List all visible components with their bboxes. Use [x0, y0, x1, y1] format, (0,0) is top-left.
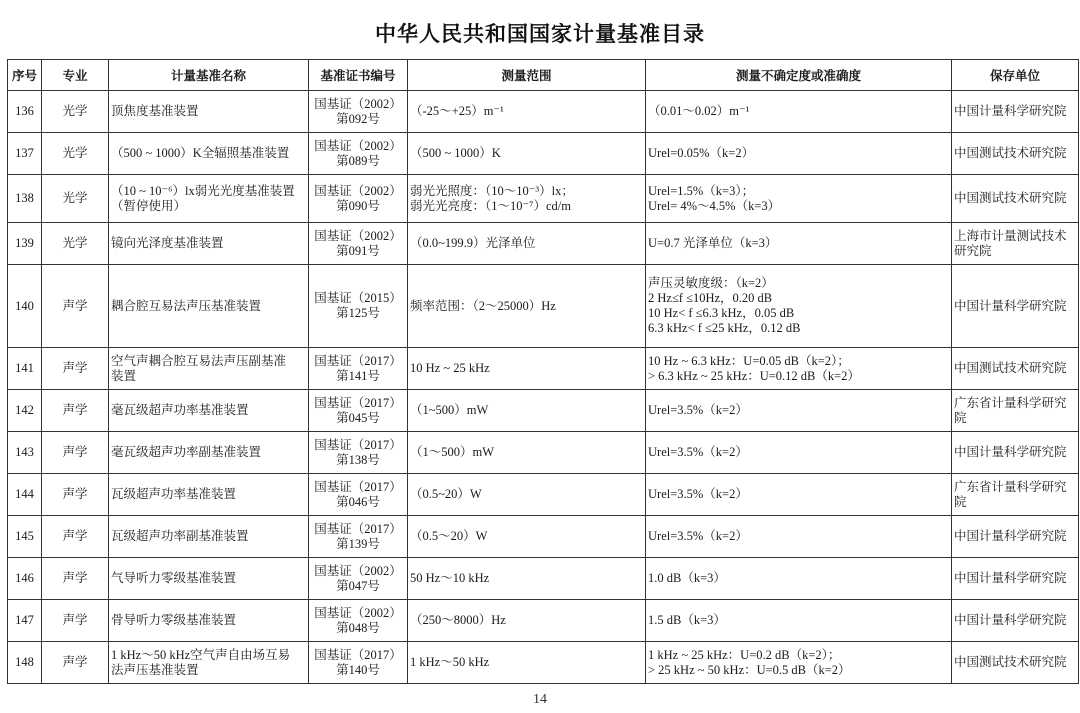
- cell-range: [408, 600, 646, 642]
- cell-uncertainty: [646, 348, 952, 390]
- cell-cert-line: 第047号: [336, 578, 380, 593]
- cell-range: [408, 265, 646, 348]
- cell-cert-line: 第140号: [336, 662, 380, 677]
- cell-range-line: （-25～+25）m⁻¹: [410, 104, 504, 118]
- cell-cert: [309, 348, 408, 390]
- cell-major: 光学: [42, 133, 109, 175]
- cell-cert-line: 国基证（2017）: [314, 647, 402, 662]
- cell-range: [408, 558, 646, 600]
- cell-cert-line: 国基证（2017）: [314, 479, 402, 494]
- cell-name: [109, 432, 309, 474]
- cell-cert-line: 第048号: [336, 620, 380, 635]
- cell-uncertainty-line: 1 kHz ~ 25 kHz：U=0.2 dB（k=2）；: [648, 647, 841, 662]
- cell-name: [109, 223, 309, 265]
- cell-name-line: 1 kHz～50 kHz空气声自由场互易: [111, 647, 291, 662]
- header-cert: 基准证书编号: [309, 60, 408, 91]
- cell-range-line: （0.5~20）W: [410, 487, 482, 501]
- cell-unit-line: 中国计量科学研究院: [954, 104, 1067, 118]
- cell-unit: [952, 516, 1079, 558]
- cell-name: [109, 348, 309, 390]
- cell-uncertainty-line: Urel= 4%～4.5%（k=3）: [648, 198, 781, 213]
- cell-name: [109, 175, 309, 223]
- cell-range: [408, 432, 646, 474]
- cell-uncertainty-line: Urel=1.5%（k=3）；: [648, 183, 755, 198]
- cell-name: [109, 133, 309, 175]
- table-row: [8, 474, 1079, 516]
- cell-range: [408, 390, 646, 432]
- cell-name: [109, 390, 309, 432]
- cell-uncertainty: [646, 223, 952, 265]
- table-row: [8, 642, 1079, 684]
- table-row: [8, 265, 1079, 348]
- cell-unit-line: 中国计量科学研究院: [954, 298, 1067, 313]
- cell-uncertainty-line: Urel=3.5%（k=2）: [648, 529, 748, 543]
- cell-range: [408, 133, 646, 175]
- cell-major: 声学: [42, 600, 109, 642]
- cell-cert: [309, 600, 408, 642]
- cell-unit: [952, 642, 1079, 684]
- cell-unit: [952, 474, 1079, 516]
- cell-seq: 138: [8, 175, 42, 223]
- table-body: [8, 91, 1079, 684]
- cell-seq: 142: [8, 390, 42, 432]
- cell-unit-line: 中国计量科学研究院: [954, 571, 1067, 585]
- cell-name-line: （10 ~ 10⁻⁶）lx弱光光度基准装置: [111, 183, 295, 198]
- cell-cert: [309, 265, 408, 348]
- cell-range-line: （0.0~199.9）光泽单位: [410, 236, 536, 250]
- table-row: [8, 600, 1079, 642]
- cell-cert: [309, 516, 408, 558]
- cell-range: [408, 348, 646, 390]
- cell-unit: [952, 558, 1079, 600]
- cell-unit: [952, 600, 1079, 642]
- cell-name: [109, 600, 309, 642]
- cell-range: [408, 516, 646, 558]
- cell-cert: [309, 390, 408, 432]
- cell-seq: 144: [8, 474, 42, 516]
- cell-range-line: 1 kHz～50 kHz: [410, 655, 490, 669]
- cell-uncertainty-line: 2 Hz≤f ≤10Hz，0.20 dB: [648, 291, 773, 305]
- table-row: [8, 432, 1079, 474]
- cell-cert-line: 第091号: [336, 243, 380, 258]
- cell-range: [408, 223, 646, 265]
- cell-cert-line: 国基证（2002）: [314, 138, 402, 153]
- cell-range-line: 10 Hz ~ 25 kHz: [410, 361, 490, 375]
- cell-seq: 147: [8, 600, 42, 642]
- cell-uncertainty: [646, 390, 952, 432]
- cell-unit: [952, 265, 1079, 348]
- cell-cert-line: 国基证（2017）: [314, 437, 402, 452]
- cell-unit-line: 中国计量科学研究院: [954, 529, 1067, 543]
- table-row: [8, 390, 1079, 432]
- cell-uncertainty-line: U=0.7 光泽单位（k=3）: [648, 236, 778, 250]
- standards-table: [7, 59, 1079, 684]
- cell-uncertainty-line: （0.01～0.02）m⁻¹: [648, 104, 750, 118]
- cell-cert-line: 第092号: [336, 111, 380, 126]
- cell-cert-line: 第138号: [336, 452, 380, 467]
- cell-seq: 139: [8, 223, 42, 265]
- cell-major: 声学: [42, 558, 109, 600]
- cell-seq: 136: [8, 91, 42, 133]
- cell-unit-line: 中国测试技术研究院: [954, 191, 1067, 205]
- cell-cert: [309, 642, 408, 684]
- cell-cert-line: 国基证（2002）: [314, 96, 402, 111]
- cell-uncertainty-line: > 25 kHz ~ 50 kHz：U=0.5 dB（k=2）: [648, 662, 851, 677]
- cell-name-line: 镜向光泽度基准装置: [111, 236, 224, 250]
- cell-name: [109, 91, 309, 133]
- cell-unit-line: 中国测试技术研究院: [954, 146, 1067, 160]
- cell-name-line: （500 ~ 1000）K全辐照基准装置: [111, 146, 290, 160]
- table-row: [8, 175, 1079, 223]
- cell-major: 声学: [42, 516, 109, 558]
- cell-seq: 145: [8, 516, 42, 558]
- cell-name-line: 顶焦度基准装置: [111, 104, 199, 118]
- cell-seq: 137: [8, 133, 42, 175]
- cell-range-line: 50 Hz～10 kHz: [410, 571, 490, 585]
- page-number: 14: [533, 692, 547, 707]
- cell-uncertainty-line: 10 Hz ~ 6.3 kHz：U=0.05 dB（k=2）；: [648, 353, 850, 368]
- cell-uncertainty: [646, 558, 952, 600]
- cell-name-line: 法声压基准装置: [111, 662, 199, 677]
- cell-uncertainty-line: Urel=0.05%（k=2）: [648, 146, 755, 160]
- header-uncertainty: 测量不确定度或准确度: [646, 60, 952, 91]
- cell-unit: [952, 175, 1079, 223]
- cell-unit-line: 中国测试技术研究院: [954, 361, 1067, 375]
- cell-range-line: （1～500）mW: [410, 445, 495, 459]
- cell-name-line: 瓦级超声功率基准装置: [111, 487, 237, 501]
- cell-uncertainty-line: Urel=3.5%（k=2）: [648, 487, 748, 501]
- cell-name-line: 空气声耦合腔互易法声压副基准: [111, 353, 287, 368]
- cell-cert-line: 国基证（2017）: [314, 521, 402, 536]
- cell-uncertainty-line: 声压灵敏度级：（k=2）: [648, 276, 774, 290]
- cell-unit: [952, 390, 1079, 432]
- cell-uncertainty-line: > 6.3 kHz ~ 25 kHz：U=0.12 dB（k=2）: [648, 368, 860, 383]
- cell-name: [109, 265, 309, 348]
- cell-major: 声学: [42, 474, 109, 516]
- cell-cert-line: 国基证（2002）: [314, 563, 402, 578]
- cell-uncertainty: [646, 175, 952, 223]
- cell-cert: [309, 223, 408, 265]
- cell-uncertainty: [646, 516, 952, 558]
- cell-unit: [952, 223, 1079, 265]
- table-row: [8, 516, 1079, 558]
- cell-range: [408, 175, 646, 223]
- cell-range: [408, 91, 646, 133]
- cell-name: [109, 642, 309, 684]
- cell-range: [408, 642, 646, 684]
- cell-name: [109, 516, 309, 558]
- cell-range-line: 频率范围：（2～25000）Hz: [410, 298, 556, 313]
- table-row: [8, 91, 1079, 133]
- cell-cert-line: 第139号: [336, 536, 380, 551]
- cell-cert: [309, 133, 408, 175]
- cell-cert-line: 国基证（2017）: [314, 395, 402, 410]
- cell-cert: [309, 474, 408, 516]
- cell-major: 光学: [42, 223, 109, 265]
- cell-unit-line: 上海市计量测试技术: [954, 228, 1067, 243]
- cell-cert-line: 第125号: [336, 306, 380, 320]
- header-major: 专业: [42, 60, 109, 91]
- cell-uncertainty: [646, 474, 952, 516]
- cell-uncertainty-line: Urel=3.5%（k=2）: [648, 445, 748, 459]
- cell-seq: 146: [8, 558, 42, 600]
- cell-seq: 141: [8, 348, 42, 390]
- cell-uncertainty: [646, 133, 952, 175]
- cell-cert-line: 国基证（2002）: [314, 228, 402, 243]
- cell-cert-line: 第089号: [336, 153, 380, 168]
- cell-unit-line: 院: [954, 494, 967, 509]
- cell-unit: [952, 432, 1079, 474]
- cell-range-line: 弱光光照度：（10～10⁻³）lx；: [410, 183, 574, 198]
- cell-unit-line: 广东省计量科学研究: [954, 395, 1067, 410]
- cell-uncertainty-line: 1.5 dB（k=3）: [648, 613, 726, 627]
- header-unit: 保存单位: [952, 60, 1079, 91]
- cell-cert-line: 第046号: [336, 494, 380, 509]
- cell-seq: 143: [8, 432, 42, 474]
- cell-uncertainty: [646, 432, 952, 474]
- cell-major: 声学: [42, 265, 109, 348]
- cell-uncertainty-line: Urel=3.5%（k=2）: [648, 403, 748, 417]
- page-title: 中华人民共和国国家计量基准目录: [375, 22, 705, 46]
- cell-unit-line: 中国计量科学研究院: [954, 613, 1067, 627]
- cell-major: 光学: [42, 91, 109, 133]
- cell-cert: [309, 432, 408, 474]
- cell-range-line: （250～8000）Hz: [410, 613, 506, 627]
- cell-unit-line: 中国计量科学研究院: [954, 445, 1067, 459]
- cell-name: [109, 558, 309, 600]
- cell-seq: 148: [8, 642, 42, 684]
- cell-cert-line: 国基证（2017）: [314, 353, 402, 368]
- cell-uncertainty: [646, 91, 952, 133]
- table-row: [8, 348, 1079, 390]
- cell-name-line: 毫瓦级超声功率基准装置: [111, 403, 249, 417]
- cell-uncertainty-line: 10 Hz< f ≤6.3 kHz，0.05 dB: [648, 306, 795, 320]
- cell-range: [408, 474, 646, 516]
- cell-unit-line: 研究院: [954, 243, 992, 258]
- cell-range-line: （500 ~ 1000）K: [410, 146, 501, 160]
- cell-name-line: 耦合腔互易法声压基准装置: [111, 298, 262, 313]
- cell-unit: [952, 348, 1079, 390]
- cell-uncertainty-line: 1.0 dB（k=3）: [648, 571, 726, 585]
- cell-cert: [309, 91, 408, 133]
- cell-major: 光学: [42, 175, 109, 223]
- cell-unit-line: 院: [954, 410, 967, 425]
- table-row: [8, 133, 1079, 175]
- cell-seq: 140: [8, 265, 42, 348]
- cell-range-line: （0.5～20）W: [410, 529, 488, 543]
- cell-major: 声学: [42, 432, 109, 474]
- cell-cert-line: 第141号: [336, 368, 380, 383]
- cell-name-line: 装置: [111, 368, 137, 383]
- cell-major: 声学: [42, 390, 109, 432]
- cell-cert: [309, 558, 408, 600]
- cell-name-line: 瓦级超声功率副基准装置: [111, 529, 249, 543]
- table-header-row: [8, 60, 1079, 91]
- cell-cert-line: 第045号: [336, 410, 380, 425]
- header-range: 测量范围: [408, 60, 646, 91]
- cell-name-line: （暂停使用）: [111, 198, 187, 213]
- cell-name-line: 毫瓦级超声功率副基准装置: [111, 445, 262, 459]
- header-name: 计量基准名称: [109, 60, 309, 91]
- cell-uncertainty: [646, 265, 952, 348]
- cell-unit: [952, 91, 1079, 133]
- cell-unit-line: 中国测试技术研究院: [954, 655, 1067, 669]
- cell-uncertainty: [646, 642, 952, 684]
- cell-uncertainty: [646, 600, 952, 642]
- header-seq: 序号: [8, 60, 42, 91]
- cell-name: [109, 474, 309, 516]
- cell-major: 声学: [42, 642, 109, 684]
- cell-cert-line: 国基证（2002）: [314, 605, 402, 620]
- cell-cert-line: 国基证（2015）: [314, 291, 402, 305]
- cell-major: 声学: [42, 348, 109, 390]
- cell-name-line: 气导听力零级基准装置: [111, 571, 237, 585]
- cell-uncertainty-line: 6.3 kHz< f ≤25 kHz，0.12 dB: [648, 321, 801, 335]
- cell-name-line: 骨导听力零级基准装置: [111, 613, 237, 627]
- cell-unit-line: 广东省计量科学研究: [954, 479, 1067, 494]
- cell-cert: [309, 175, 408, 223]
- table-row: [8, 223, 1079, 265]
- cell-cert-line: 第090号: [336, 198, 380, 213]
- table-row: [8, 558, 1079, 600]
- cell-cert-line: 国基证（2002）: [314, 183, 402, 198]
- cell-range-line: 弱光光亮度：（1～10⁻⁷）cd/m: [410, 198, 571, 213]
- cell-range-line: （1~500）mW: [410, 403, 489, 417]
- cell-unit: [952, 133, 1079, 175]
